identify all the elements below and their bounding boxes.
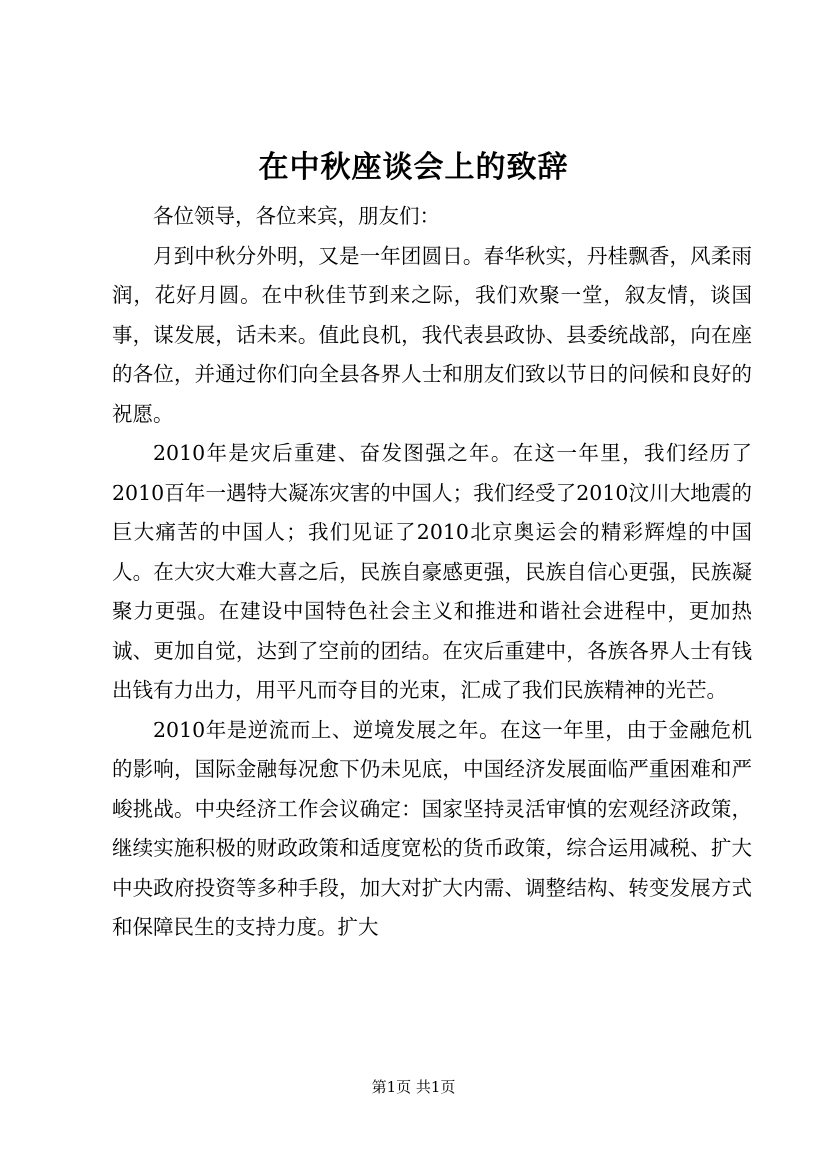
paragraph-3: 2010年是逆流而上、逆境发展之年。在这一年里，由于金融危机的影响，国际金融每况愈下仍未见底，中国经济发展面临严重困难和严峻挑战。中央经济工作会议确定：国家坚持灵活审慎的宏观经济政策，继续实施积极的财政政策和适度宽松的货币政策，综合运用减税、扩大中央政府投资等多种手段，加大对扩大内需、调整结构、转变发展方式和保障民生的支持力度。扩大 bbox=[112, 717, 752, 939]
document-body bbox=[112, 197, 752, 948]
page-footer: 第1页 共1页 bbox=[371, 1078, 456, 1096]
paragraph-2: 2010年是灾后重建、奋发图强之年。在这一年里，我们经历了2010百年一遇特大凝冻灾害的中国人；我们经受了2010汶川大地震的巨大痛苦的中国人；我们见证了2010北京奥运会的精彩辉煌的中国人。在大灾大难大喜之后，民族自豪感更强，民族自信心更强，民族凝聚力更强。在建设中国特色社会主义和推进和谐社会进程中，更加热诚、更加自觉，达到了空前的团结。在灾后重建中，各族各界人士有钱出钱有力出力，用平凡而夺目的光束，汇成了我们民族精神的光芒。 bbox=[112, 441, 752, 702]
paragraph-1: 月到中秋分外明，又是一年团圆日。春华秋实，丹桂飘香，风柔雨润，花好月圆。在中秋佳节到来之际，我们欢聚一堂，叙友情，谈国事，谋发展，话未来。值此良机，我代表县政协、县委统战部，向在座的各位，并通过你们向全县各界人士和朋友们致以节日的问候和良好的祝愿。 bbox=[112, 243, 752, 426]
document-title: 在中秋座谈会上的致辞 bbox=[258, 150, 569, 185]
greeting-line: 各位领导，各位来宾，朋友们： bbox=[153, 204, 440, 228]
